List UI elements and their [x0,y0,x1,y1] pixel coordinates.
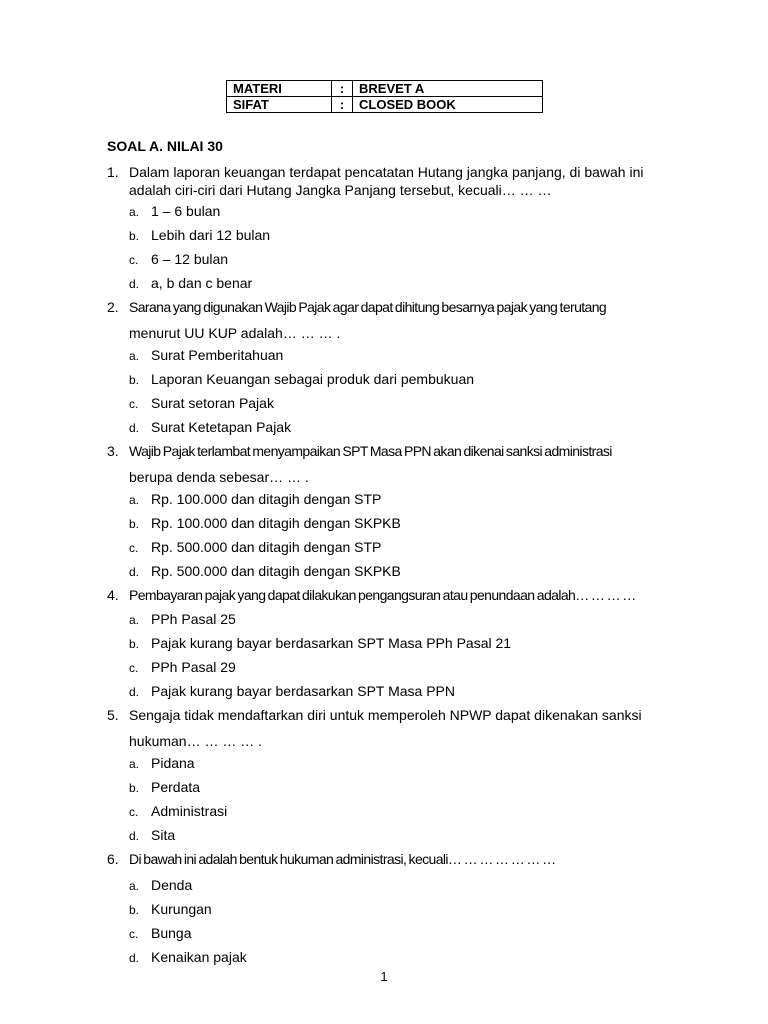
option-letter: d. [129,421,140,435]
option-text: Pajak kurang bayar berdasarkan SPT Masa PPN [151,683,456,699]
question-5 [107,706,687,750]
option-4a [129,610,236,629]
question-number: 3. [107,443,119,459]
option-text: Laporan Keuangan sebagai produk dari pembukuan [151,371,475,387]
option-text: Lebih dari 12 bulan [151,227,271,243]
option-text: Bunga [151,925,192,941]
option-6a [129,876,192,895]
header-label: SIFAT [227,97,332,113]
option-letter: b. [129,517,140,531]
option-3d [129,562,401,581]
header-table [226,80,543,113]
option-text: Pidana [151,755,195,771]
option-letter: c. [129,927,139,941]
question-4 [107,586,687,604]
option-letter: a. [129,757,140,771]
question-2 [107,298,687,342]
option-text: Surat setoran Pajak [151,395,274,411]
option-letter: a. [129,613,140,627]
option-text: PPh Pasal 29 [151,659,236,675]
question-text-line-1: Sengaja tidak mendaftarkan diri untuk memperoleh NPWP dapat dikenakan sanksi [129,707,642,723]
option-text: Pajak kurang bayar berdasarkan SPT Masa PPh Pasal 21 [151,635,512,651]
option-letter: d. [129,277,140,291]
question-text-line-2: berupa denda sebesar… … . [129,469,309,485]
question-text-line-1: Sarana yang digunakan Wajib Pajak agar dapat dihitung besarnya pajak yang terutang [129,299,607,315]
question-text-line-2: hukuman… … … … . [129,733,263,749]
option-1b [129,226,270,245]
header-row-materi [227,81,543,97]
option-letter: c. [129,661,139,675]
option-2d [129,418,291,437]
question-number: 6. [107,851,119,867]
header-row-sifat [227,97,543,113]
option-5b [129,778,200,797]
option-6c [129,924,191,943]
option-text: Sita [151,827,176,843]
option-3c [129,538,381,557]
option-letter: b. [129,903,140,917]
option-3a [129,490,381,509]
option-letter: b. [129,373,140,387]
question-text-line-1: Pembayaran pajak yang dapat dilakukan pengangsuran atau penundaan adalah… … … … [129,587,636,603]
option-letter: c. [129,805,139,819]
option-2b [129,370,474,389]
question-text-line-2: menurut UU KUP adalah… … … . [129,325,341,341]
option-letter: c. [129,253,139,267]
option-letter: d. [129,685,140,699]
header-value: BREVET A [353,81,543,97]
question-text-line-1: Wajib Pajak terlambat menyampaikan SPT Masa PPN akan dikenai sanksi administrasi [129,443,612,459]
option-letter: d. [129,829,140,843]
option-6d [129,948,247,967]
option-text: 6 – 12 bulan [151,251,229,267]
option-1d [129,274,252,293]
question-number: 5. [107,707,119,723]
option-6b [129,900,212,919]
option-text: Administrasi [151,803,228,819]
section-title: SOAL A. NILAI 30 [107,138,223,154]
option-letter: a. [129,349,140,363]
option-text: a, b dan c benar [151,275,253,291]
option-3b [129,514,401,533]
header-value: CLOSED BOOK [353,97,543,113]
question-number: 2. [107,299,119,315]
option-letter: d. [129,951,140,965]
option-text: PPh Pasal 25 [151,611,236,627]
option-1c [129,250,228,269]
option-text: Rp. 500.000 dan ditagih dengan STP [151,539,382,555]
option-text: Surat Pemberitahuan [151,347,284,363]
option-text: Rp. 500.000 dan ditagih dengan SKPKB [151,563,401,579]
option-text: Rp. 100.000 dan ditagih dengan STP [151,491,382,507]
question-number: 4. [107,587,119,603]
question-number: 1. [107,164,119,180]
option-letter: a. [129,205,140,219]
option-text: Kenaikan pajak [151,949,247,965]
option-letter: c. [129,397,139,411]
option-text: 1 – 6 bulan [151,203,221,219]
option-text: Denda [151,877,193,893]
option-4c [129,658,236,677]
option-text: Surat Ketetapan Pajak [151,419,292,435]
option-5d [129,826,175,845]
option-letter: b. [129,781,140,795]
option-5c [129,802,227,821]
option-2a [129,346,283,365]
option-4b [129,634,511,653]
option-letter: a. [129,879,140,893]
option-letter: d. [129,565,140,579]
question-text-line-1: Di bawah ini adalah bentuk hukuman administrasi, kecuali… … … … … … … [129,851,556,867]
option-1a [129,202,220,221]
header-separator: : [332,81,353,97]
option-2c [129,394,274,413]
header-label: MATERI [227,81,332,97]
option-letter: a. [129,493,140,507]
page-number: 1 [380,969,388,984]
option-letter: b. [129,637,140,651]
header-separator: : [332,97,353,113]
option-letter: b. [129,229,140,243]
option-5a [129,754,195,773]
question-text-line-2: adalah ciri-ciri dari Hutang Jangka Panjang tersebut, kecuali… … … [129,182,552,198]
option-text: Perdata [151,779,201,795]
question-text-line-1: Dalam laporan keuangan terdapat pencatatan Hutang jangka panjang, di bawah ini [129,164,644,180]
option-letter: c. [129,541,139,555]
option-text: Kurungan [151,901,212,917]
question-1 [107,163,687,199]
question-6 [107,850,687,868]
question-3 [107,442,687,486]
option-4d [129,682,455,701]
option-text: Rp. 100.000 dan ditagih dengan SKPKB [151,515,401,531]
